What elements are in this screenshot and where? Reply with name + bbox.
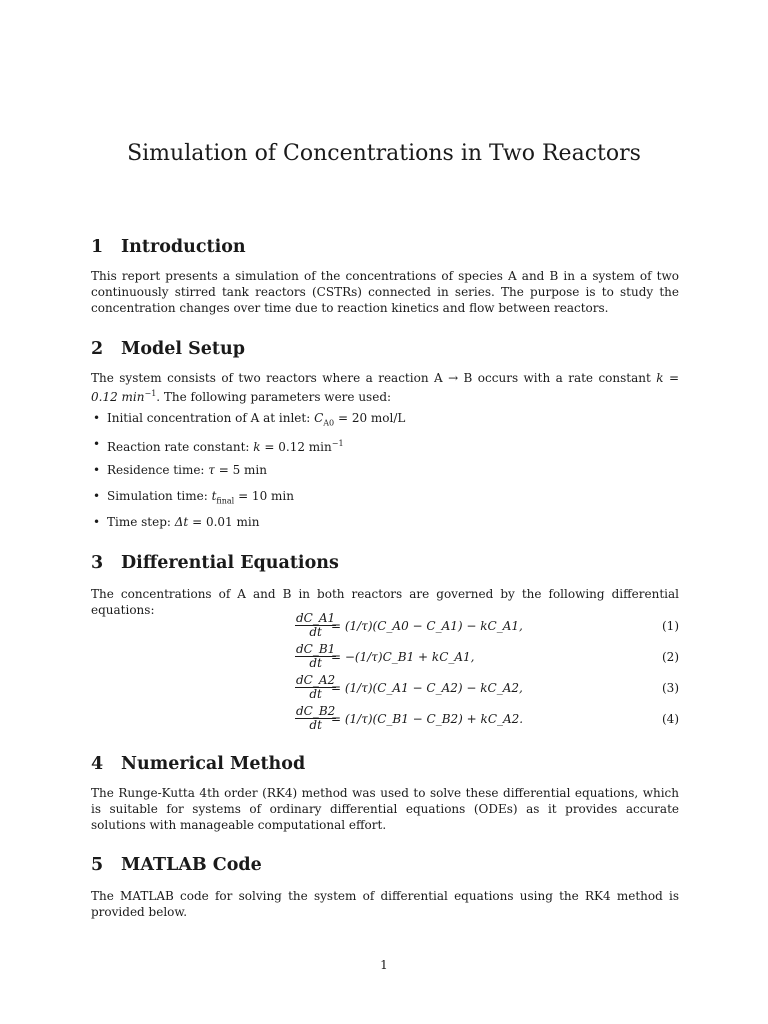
section-number: 3 bbox=[91, 553, 104, 573]
param-label: Time step: bbox=[107, 515, 175, 529]
param-value: = 10 min bbox=[234, 489, 294, 503]
list-item bbox=[107, 410, 405, 436]
param-label: Residence time: bbox=[107, 463, 209, 477]
model-paragraph bbox=[91, 370, 679, 405]
section-title: Numerical Method bbox=[121, 754, 306, 774]
rate-constant-exp: −1 bbox=[144, 389, 157, 398]
section-title: Differential Equations bbox=[121, 553, 339, 573]
equation-4 bbox=[295, 705, 679, 736]
section-title: Model Setup bbox=[121, 339, 245, 359]
section-heading-matlab-code bbox=[91, 854, 262, 876]
model-text-2: . The following parameters were used: bbox=[156, 390, 392, 404]
param-value: = 0.12 min bbox=[260, 440, 332, 454]
equation-1 bbox=[295, 612, 679, 643]
param-value: = 5 min bbox=[214, 463, 267, 477]
equation-lhs-numerator: dC_A2 bbox=[296, 673, 336, 687]
equation-number: (3) bbox=[662, 681, 679, 695]
section-heading-numerical-method bbox=[91, 753, 305, 775]
list-item bbox=[107, 462, 405, 488]
section-title: Introduction bbox=[121, 237, 246, 257]
numerical-paragraph: The Runge-Kutta 4th order (RK4) method was used to solve these differential equations, which is suitable for systems of ordinary differential equations (ODEs) as it provides accurate solutions with manageable computational effort. bbox=[91, 786, 679, 832]
section-number: 1 bbox=[91, 237, 104, 257]
param-subscript: A0 bbox=[323, 418, 335, 428]
equation-number: (2) bbox=[662, 650, 679, 664]
equation-number: (4) bbox=[662, 712, 679, 726]
equation-3 bbox=[295, 674, 679, 705]
matlab-paragraph: The MATLAB code for solving the system of differential equations using the RK4 method is provided below. bbox=[91, 889, 679, 919]
equation-rhs: = (1/τ)(C_A0 − C_A1) − kC_A1, bbox=[331, 619, 523, 633]
equation-lhs-numerator: dC_B2 bbox=[296, 704, 336, 718]
model-text-1: The system consists of two reactors where a reaction A → B occurs with a rate constant bbox=[91, 371, 657, 385]
param-symbol: τ bbox=[208, 463, 215, 477]
equation-lhs-denominator: dt bbox=[309, 718, 322, 732]
page-number: 1 bbox=[380, 958, 388, 972]
equation-lhs-denominator: dt bbox=[309, 656, 322, 670]
param-symbol: C bbox=[314, 411, 324, 425]
equation-lhs-denominator: dt bbox=[309, 687, 322, 701]
section-title: MATLAB Code bbox=[121, 855, 262, 875]
list-item bbox=[107, 488, 405, 514]
equation-lhs-numerator: dC_A1 bbox=[296, 611, 336, 625]
equation-rhs: = (1/τ)(C_B1 − C_B2) + kC_A2. bbox=[331, 712, 524, 726]
section-heading-introduction bbox=[91, 236, 246, 258]
param-symbol: t bbox=[211, 489, 217, 503]
param-symbol: k bbox=[253, 440, 261, 454]
param-label: Reaction rate constant: bbox=[107, 440, 254, 454]
parameter-list bbox=[107, 410, 405, 540]
rate-constant-expr: k = 0.12 min bbox=[91, 371, 680, 404]
intro-paragraph: This report presents a simulation of the concentrations of species A and B in a system of two continuously stirred tank reactors (CSTRs) connected in series. The purpose is to study the concentration changes over time due to reaction kinetics and flow between reactors. bbox=[91, 269, 679, 315]
param-subscript: final bbox=[216, 496, 235, 506]
equation-block bbox=[295, 612, 679, 736]
section-number: 2 bbox=[91, 339, 104, 359]
equation-2 bbox=[295, 643, 679, 674]
list-item bbox=[107, 514, 405, 540]
section-number: 5 bbox=[91, 855, 104, 875]
param-value: = 20 mol/L bbox=[334, 411, 406, 425]
section-heading-model-setup bbox=[91, 338, 245, 360]
list-item bbox=[107, 436, 405, 462]
diffeq-paragraph: The concentrations of A and B in both reactors are governed by the following differential equations: bbox=[91, 587, 679, 617]
param-label: Initial concentration of A at inlet: bbox=[107, 411, 315, 425]
param-superscript: −1 bbox=[331, 439, 344, 448]
paper-title: Simulation of Concentrations in Two Reactors bbox=[127, 141, 641, 166]
param-symbol: Δt bbox=[174, 515, 189, 529]
equation-rhs: = −(1/τ)C_B1 + kC_A1, bbox=[331, 650, 475, 664]
section-heading-differential-equations bbox=[91, 552, 339, 574]
param-value: = 0.01 min bbox=[188, 515, 260, 529]
param-label: Simulation time: bbox=[107, 489, 212, 503]
section-number: 4 bbox=[91, 754, 104, 774]
equation-lhs-denominator: dt bbox=[309, 625, 322, 639]
equation-lhs-numerator: dC_B1 bbox=[296, 642, 336, 656]
equation-number: (1) bbox=[662, 619, 679, 633]
equation-rhs: = (1/τ)(C_A1 − C_A2) − kC_A2, bbox=[331, 681, 523, 695]
